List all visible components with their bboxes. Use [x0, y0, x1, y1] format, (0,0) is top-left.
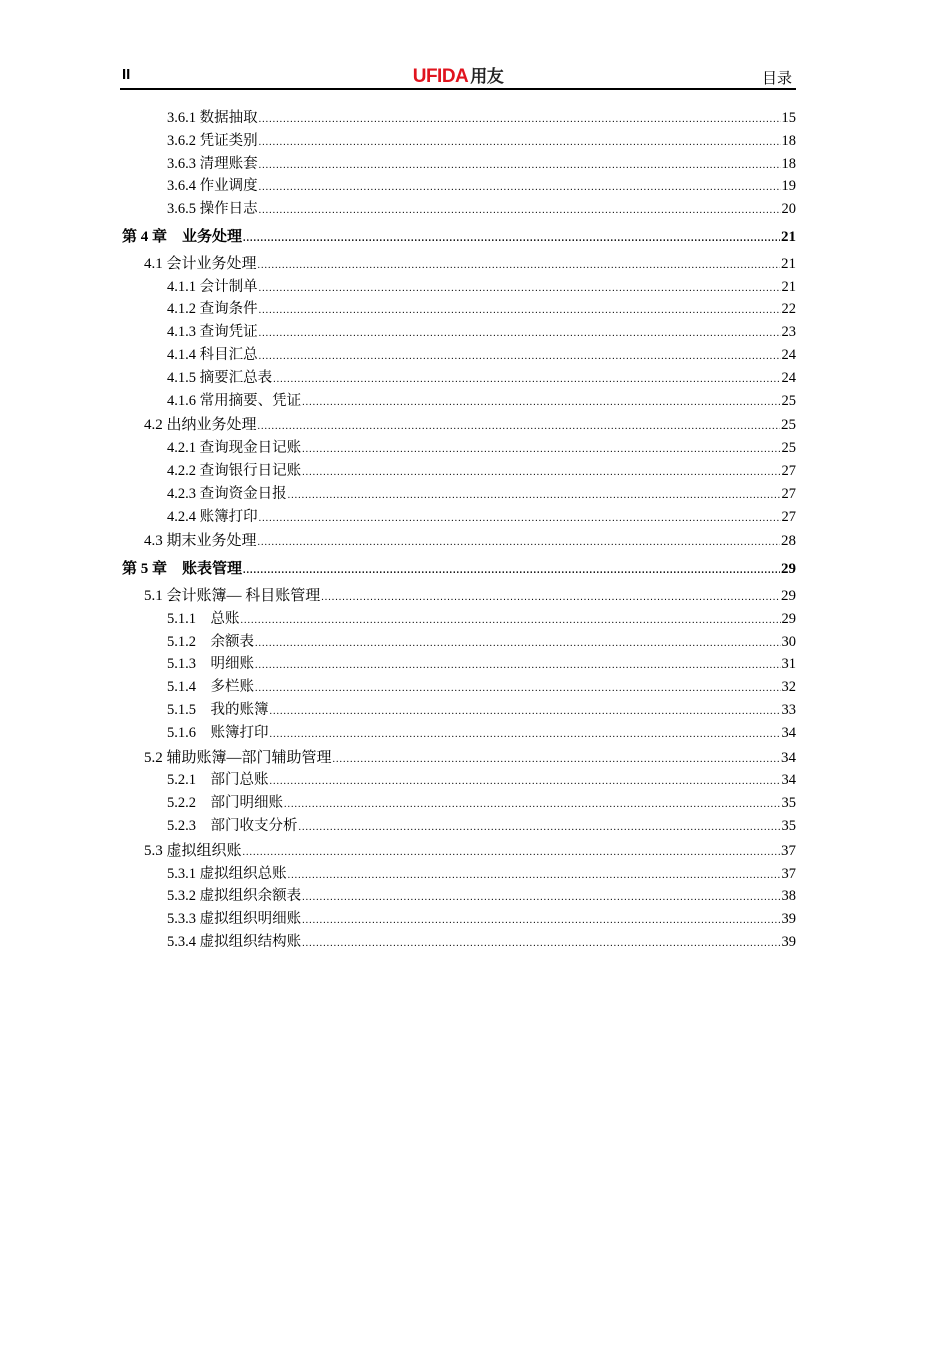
- toc-subsection-entry[interactable]: [120, 484, 796, 507]
- toc-entry-label: 5.1.1 总账: [167, 610, 240, 627]
- page-number: II: [122, 66, 131, 83]
- toc-subsection-entry[interactable]: [120, 864, 796, 887]
- toc-entry-label: 3.6.5 操作日志: [167, 201, 258, 218]
- toc-entry-page: 18: [781, 155, 796, 172]
- toc-leader-dots: [259, 201, 781, 222]
- toc-entry-label: 5.2.1 部门总账: [167, 772, 269, 789]
- toc-subsection-entry[interactable]: [120, 199, 796, 222]
- toc-leader-dots: [258, 417, 780, 438]
- toc-subsection-entry[interactable]: [120, 131, 796, 154]
- toc-entry-page: 24: [781, 346, 796, 363]
- toc-entry-label: 3.6.4 作业调度: [167, 178, 258, 195]
- toc-section-entry[interactable]: [120, 841, 796, 864]
- toc-leader-dots: [270, 772, 781, 793]
- toc-chapter-entry[interactable]: [120, 227, 796, 250]
- toc-entry-page: 21: [781, 255, 796, 272]
- toc-entry-label: 5.1.4 多栏账: [167, 679, 254, 696]
- toc-leader-dots: [302, 463, 780, 484]
- toc-entry-label: 5.1.5 我的账簿: [167, 701, 269, 718]
- toc-subsection-entry[interactable]: [120, 391, 796, 414]
- toc-entry-page: 25: [781, 417, 796, 434]
- toc-entry-page: 27: [781, 485, 796, 502]
- toc-entry-page: 27: [781, 462, 796, 479]
- toc-subsection-entry[interactable]: [120, 816, 796, 839]
- toc-entry-page: 35: [781, 817, 796, 834]
- toc-entry-label: 5.3 虚拟组织账: [144, 842, 242, 859]
- toc-leader-dots: [259, 324, 781, 345]
- toc-entry-label: 4.1.2 查询条件: [167, 301, 258, 318]
- toc-subsection-entry[interactable]: [120, 461, 796, 484]
- toc-entry-label: 5.3.4 虚拟组织结构账: [167, 933, 302, 950]
- toc-entry-label: 5.3.3 虚拟组织明细账: [167, 911, 302, 928]
- toc-subsection-entry[interactable]: [120, 345, 796, 368]
- toc-entry-page: 25: [781, 440, 796, 457]
- toc-entry-label: 4.1.5 摘要汇总表: [167, 369, 273, 386]
- toc-leader-dots: [241, 611, 781, 632]
- toc-subsection-entry[interactable]: [120, 322, 796, 345]
- toc-entry-label: 4.1 会计业务处理: [144, 255, 257, 272]
- toc-leader-dots: [273, 370, 780, 391]
- toc-leader-dots: [302, 440, 780, 461]
- toc-subsection-entry[interactable]: [120, 438, 796, 461]
- toc-subsection-entry[interactable]: [120, 277, 796, 300]
- toc-entry-label: 4.2.1 查询现金日记账: [167, 440, 302, 457]
- toc-entry-label: 5.2 辅助账簿—部门辅助管理: [144, 749, 332, 766]
- toc-leader-dots: [243, 229, 780, 250]
- toc-leader-dots: [243, 843, 780, 864]
- toc-entry-label: 5.1.2 余额表: [167, 633, 254, 650]
- toc-leader-dots: [288, 486, 781, 507]
- toc-section-entry[interactable]: [120, 254, 796, 277]
- toc-leader-dots: [258, 533, 780, 554]
- toc-entry-page: 38: [781, 888, 796, 905]
- logo-cn: 用友: [470, 67, 504, 86]
- toc-entry-page: 29: [781, 561, 796, 578]
- toc-subsection-entry[interactable]: [120, 368, 796, 391]
- toc-entry-page: 31: [781, 656, 796, 673]
- toc-entry-label: 4.1.4 科目汇总: [167, 346, 258, 363]
- toc-leader-dots: [299, 818, 781, 839]
- toc-leader-dots: [284, 795, 781, 816]
- toc-entry-page: 27: [781, 508, 796, 525]
- toc-entry-page: 28: [781, 533, 796, 550]
- toc-leader-dots: [321, 588, 780, 609]
- toc-entry-label: 3.6.3 清理账套: [167, 155, 258, 172]
- toc-entry-page: 20: [781, 201, 796, 218]
- section-title: 目录: [761, 71, 792, 87]
- toc-entry-page: 21: [781, 228, 796, 245]
- toc-subsection-entry[interactable]: [120, 154, 796, 177]
- toc-subsection-entry[interactable]: [120, 886, 796, 909]
- toc-leader-dots: [259, 133, 781, 154]
- page-header: [120, 62, 796, 90]
- toc-entry-label: 3.6.2 凭证类别: [167, 132, 258, 149]
- toc-subsection-entry[interactable]: [120, 700, 796, 723]
- toc-subsection-entry[interactable]: [120, 909, 796, 932]
- toc-leader-dots: [259, 178, 781, 199]
- toc-leader-dots: [258, 256, 780, 277]
- toc-entry-label: 4.3 期末业务处理: [144, 533, 257, 550]
- toc-entry-page: 18: [781, 132, 796, 149]
- table-of-contents: [120, 108, 796, 955]
- toc-leader-dots: [288, 866, 781, 887]
- toc-entry-label: 4.1.6 常用摘要、凭证: [167, 392, 302, 409]
- toc-subsection-entry[interactable]: [120, 176, 796, 199]
- toc-entry-page: 24: [781, 369, 796, 386]
- toc-entry-page: 23: [781, 324, 796, 341]
- toc-leader-dots: [259, 301, 781, 322]
- toc-entry-page: 37: [781, 842, 796, 859]
- toc-entry-label: 第 5 章 账表管理: [122, 561, 243, 578]
- toc-subsection-entry[interactable]: [120, 770, 796, 793]
- toc-entry-label: 5.2.3 部门收支分析: [167, 817, 298, 834]
- toc-entry-label: 4.1.3 查询凭证: [167, 324, 258, 341]
- toc-leader-dots: [259, 509, 781, 530]
- toc-leader-dots: [333, 750, 780, 771]
- toc-entry-page: 34: [781, 724, 796, 741]
- toc-entry-label: 5.3.2 虚拟组织余额表: [167, 888, 302, 905]
- toc-entry-page: 33: [781, 701, 796, 718]
- toc-entry-page: 39: [781, 933, 796, 950]
- toc-section-entry[interactable]: [120, 531, 796, 554]
- toc-subsection-entry[interactable]: [120, 507, 796, 530]
- logo-brand: UFIDA: [412, 66, 469, 87]
- toc-entry-label: 5.2.2 部门明细账: [167, 795, 283, 812]
- toc-leader-dots: [302, 393, 780, 414]
- toc-entry-page: 22: [781, 301, 796, 318]
- toc-leader-dots: [259, 110, 781, 131]
- toc-entry-page: 35: [781, 795, 796, 812]
- toc-entry-page: 29: [781, 610, 796, 627]
- toc-subsection-entry[interactable]: [120, 793, 796, 816]
- toc-subsection-entry[interactable]: [120, 299, 796, 322]
- toc-leader-dots: [302, 911, 780, 932]
- toc-entry-page: 21: [781, 278, 796, 295]
- toc-entry-label: 5.1.3 明细账: [167, 656, 254, 673]
- toc-leader-dots: [302, 888, 780, 909]
- toc-leader-dots: [259, 279, 781, 300]
- toc-leader-dots: [255, 634, 781, 655]
- toc-entry-page: 25: [781, 392, 796, 409]
- toc-entry-page: 30: [781, 633, 796, 650]
- toc-entry-page: 19: [781, 178, 796, 195]
- toc-entry-page: 37: [781, 865, 796, 882]
- toc-subsection-entry[interactable]: [120, 108, 796, 131]
- toc-entry-label: 第 4 章 业务处理: [122, 228, 243, 245]
- toc-entry-label: 4.1.1 会计制单: [167, 278, 258, 295]
- toc-leader-dots: [270, 725, 781, 746]
- ufida-logo: [120, 62, 796, 88]
- toc-leader-dots: [302, 934, 780, 955]
- toc-entry-label: 4.2.2 查询银行日记账: [167, 462, 302, 479]
- toc-section-entry[interactable]: [120, 586, 796, 609]
- toc-leader-dots: [259, 347, 781, 368]
- toc-entry-label: 4.2.3 查询资金日报: [167, 485, 287, 502]
- toc-chapter-entry[interactable]: [120, 559, 796, 582]
- toc-entry-page: 39: [781, 911, 796, 928]
- toc-entry-label: 5.3.1 虚拟组织总账: [167, 865, 287, 882]
- toc-subsection-entry[interactable]: [120, 723, 796, 746]
- toc-leader-dots: [259, 156, 781, 177]
- toc-entry-page: 29: [781, 587, 796, 604]
- toc-subsection-entry[interactable]: [120, 932, 796, 955]
- toc-entry-page: 34: [781, 772, 796, 789]
- toc-entry-page: 34: [781, 749, 796, 766]
- toc-leader-dots: [243, 561, 780, 582]
- toc-leader-dots: [270, 702, 781, 723]
- toc-leader-dots: [255, 656, 781, 677]
- toc-entry-label: 3.6.1 数据抽取: [167, 110, 258, 126]
- toc-entry-label: 5.1 会计账簿— 科目账管理: [144, 587, 321, 604]
- toc-entry-label: 4.2.4 账簿打印: [167, 508, 258, 525]
- toc-entry-page: 15: [781, 110, 796, 126]
- toc-section-entry[interactable]: [120, 415, 796, 438]
- toc-subsection-entry[interactable]: [120, 632, 796, 655]
- toc-subsection-entry[interactable]: [120, 677, 796, 700]
- toc-subsection-entry[interactable]: [120, 654, 796, 677]
- toc-subsection-entry[interactable]: [120, 609, 796, 632]
- toc-entry-label: 5.1.6 账簿打印: [167, 724, 269, 741]
- toc-entry-page: 32: [781, 679, 796, 696]
- toc-entry-label: 4.2 出纳业务处理: [144, 417, 257, 434]
- toc-section-entry[interactable]: [120, 748, 796, 771]
- toc-leader-dots: [255, 679, 781, 700]
